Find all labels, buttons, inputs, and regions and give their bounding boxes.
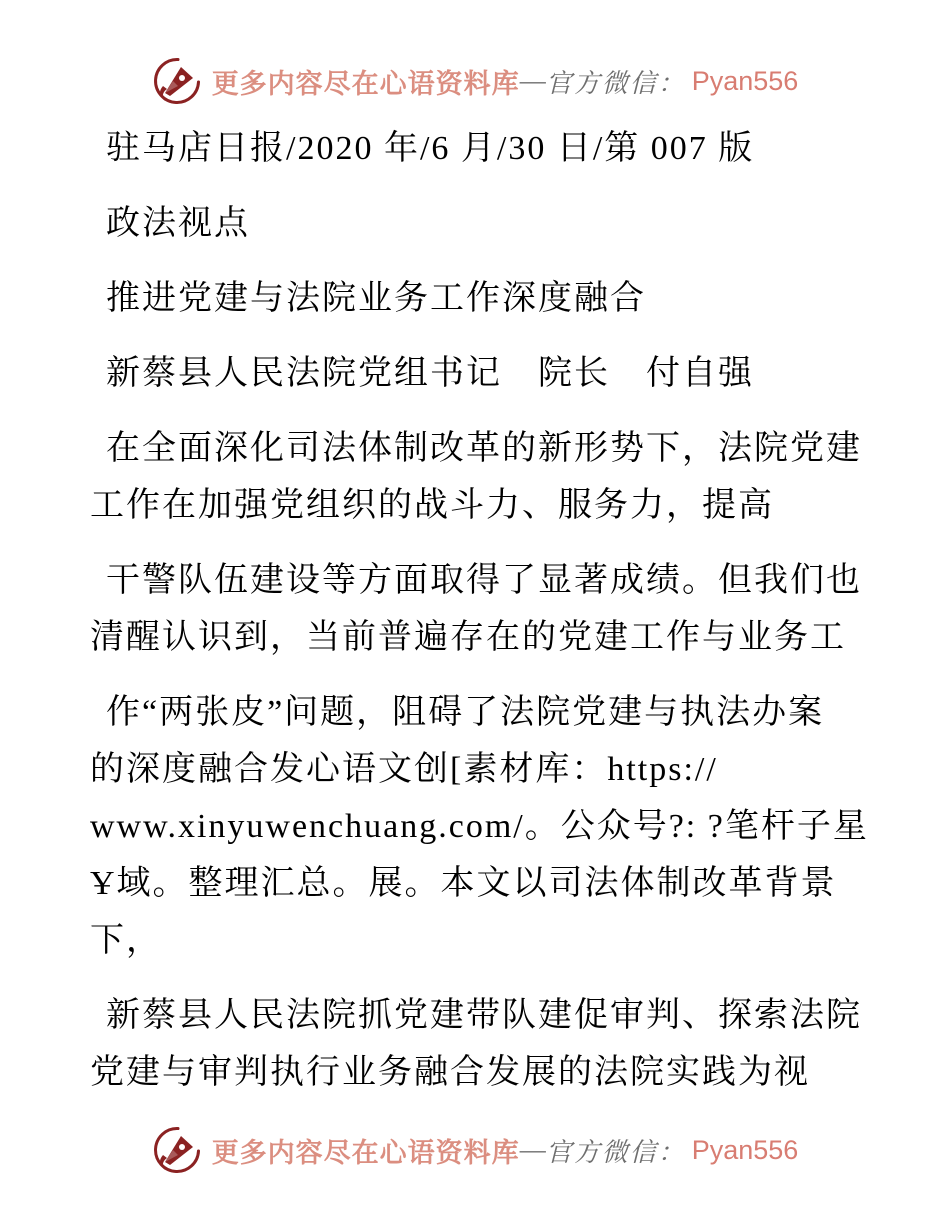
watermark-wechat-id: Pyan556 xyxy=(691,1134,799,1165)
watermark-brand-text: 更多内容尽在心语资料库 xyxy=(211,68,520,99)
article xyxy=(0,120,950,1101)
column-name: 政法视点 xyxy=(106,205,250,242)
pen-nib-circle-icon xyxy=(152,56,202,106)
pen-nib-circle-icon xyxy=(152,1125,202,1175)
footer-watermark xyxy=(0,1119,950,1181)
paragraph xyxy=(90,684,869,969)
watermark-dash: — xyxy=(519,66,546,95)
text-line: 清醒认识到，当前普遍存在的党建工作与业务工 xyxy=(90,619,846,656)
paragraph xyxy=(90,552,860,666)
watermark-brand-text: 更多内容尽在心语资料库 xyxy=(211,1137,520,1168)
text-line: www.xinyuwenchuang.com/。公众号?: ?笔杆子星 xyxy=(90,808,869,845)
byline: 新蔡县人民法院党组书记 院长 付自强 xyxy=(106,355,754,392)
watermark-dash: — xyxy=(519,1135,546,1164)
article-title: 推进党建与法院业务工作深度融合 xyxy=(106,280,646,317)
source-line: 驻马店日报/2020 年/6 月/30 日/第 007 版 xyxy=(106,130,755,167)
text-line: 新蔡县人民法院抓党建带队建促审判、探索法院 xyxy=(106,997,862,1034)
watermark-wechat-id: Pyan556 xyxy=(691,65,799,96)
text-line: 干警队伍建设等方面取得了显著成绩。但我们也 xyxy=(106,562,862,599)
text-line: 下， xyxy=(90,922,162,959)
text-line: 工作在加强党组织的战斗力、服务力，提高 xyxy=(90,487,774,524)
article-body xyxy=(90,420,869,1101)
watermark-wechat-label: 官方微信： xyxy=(545,1137,686,1167)
text-line: 作“两张皮”问题，阻碍了法院党建与执法办案 xyxy=(106,694,825,731)
text-line: 的深度融合发心语文创[素材库：https:// xyxy=(90,751,718,788)
watermark-wechat-label: 官方微信： xyxy=(545,68,686,98)
text-line: 在全面深化司法体制改革的新形势下，法院党建 xyxy=(106,430,862,467)
text-line: 党建与审判执行业务融合发展的法院实践为视 xyxy=(90,1054,810,1091)
text-line: Ұ域。整理汇总。展。本文以司法体制改革背景 xyxy=(90,865,837,902)
paragraph xyxy=(90,987,860,1101)
header-watermark xyxy=(0,0,950,112)
paragraph xyxy=(90,420,860,534)
